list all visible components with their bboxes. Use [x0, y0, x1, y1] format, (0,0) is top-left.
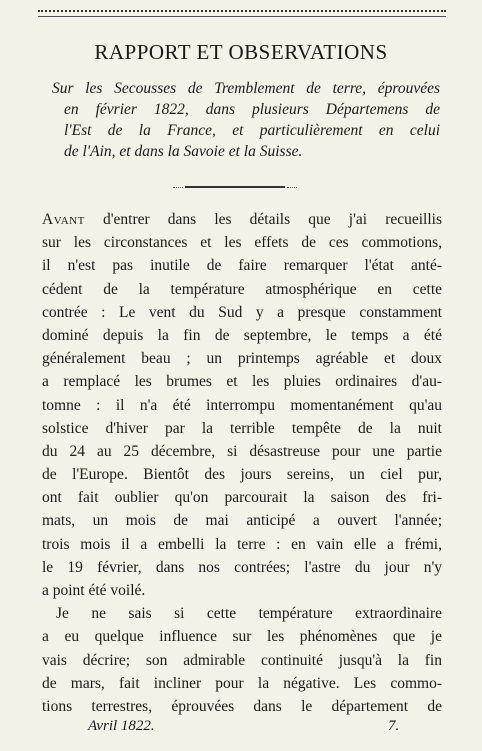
paragraph-2-line: a eu quelque influence sur les phénomènes que je [42, 628, 442, 646]
paragraph-1-line: sur les circonstances et les effets de ces commotions, [42, 234, 442, 252]
subtitle-line: l'Est de la France, et particulièrement en celui [64, 122, 440, 139]
paragraph-1-line: contrée : Le vent du Sud y a presque constamment [42, 303, 442, 321]
paragraph-1-line: mats, un mois de mai anticipé a ouvert l'année; [42, 512, 442, 530]
paragraph-1-line: a point été voilé. [42, 582, 146, 599]
paragraph-1-line: cédent de la température atmosphérique en cette [42, 280, 442, 298]
paragraph-1-line-text: d'entrer dans les détails que j'ai recueillis [102, 211, 443, 228]
paragraph-1-line: tomne : il n'a été interrompu momentanément qu'au [42, 396, 442, 414]
top-decorative-rule [38, 10, 446, 17]
paragraph-1-line: de l'Europe. Bientôt des jours sereins, un ciel pur, [42, 466, 442, 484]
paragraph-1-line: trois mois il a embelli la terre : en vain elle a frémi, [42, 535, 442, 553]
document-title: RAPPORT ET OBSERVATIONS [94, 40, 388, 64]
footer-date: Avril 1822. [88, 718, 155, 734]
paragraph-2-line: tions terrestres, éprouvées dans le département de [42, 697, 442, 715]
subtitle-line: de l'Ain, et dans la Savoie et la Suisse. [64, 143, 303, 160]
paragraph-1-line [42, 208, 442, 231]
section-divider [185, 186, 285, 188]
paragraph-2-line: vais décrire; son admirable continuité jusqu'à la fin [42, 651, 442, 669]
subtitle-line: Sur les Secousses de Tremblement de terre, éprouvées [52, 80, 440, 97]
paragraph-2-line: Je ne sais si cette température extraordinaire [56, 605, 442, 623]
opening-word: Avant [42, 211, 85, 228]
paragraph-1-line: ont fait oublier qu'on parcourait la saison des fri- [42, 489, 442, 507]
paragraph-1-line: dominé depuis la fin de septembre, le temps a été [42, 326, 442, 344]
paragraph-1-line: il n'est pas inutile de faire remarquer l'état anté- [42, 257, 442, 275]
paragraph-1-line: le 19 février, dans nos contrées; l'astre du jour n'y [42, 558, 442, 576]
paragraph-1-line: du 24 au 25 décembre, si désastreuse pour une partie [42, 442, 442, 460]
paragraph-1-line: solstice d'hiver par la terrible tempête de la nuit [42, 419, 442, 437]
paragraph-1-line: généralement beau ; un printemps agréable et doux [42, 350, 442, 368]
page-number: 7. [388, 718, 400, 734]
paragraph-1-line: a remplacé les brumes et les pluies ordinaires d'au- [42, 373, 442, 391]
subtitle-line: en février 1822, dans plusieurs Départemens de [64, 101, 440, 118]
document-subtitle [52, 78, 440, 162]
paragraph-2-line: de mars, fait incliner pour la négative. Les commo- [42, 674, 442, 692]
body-text [42, 208, 442, 718]
